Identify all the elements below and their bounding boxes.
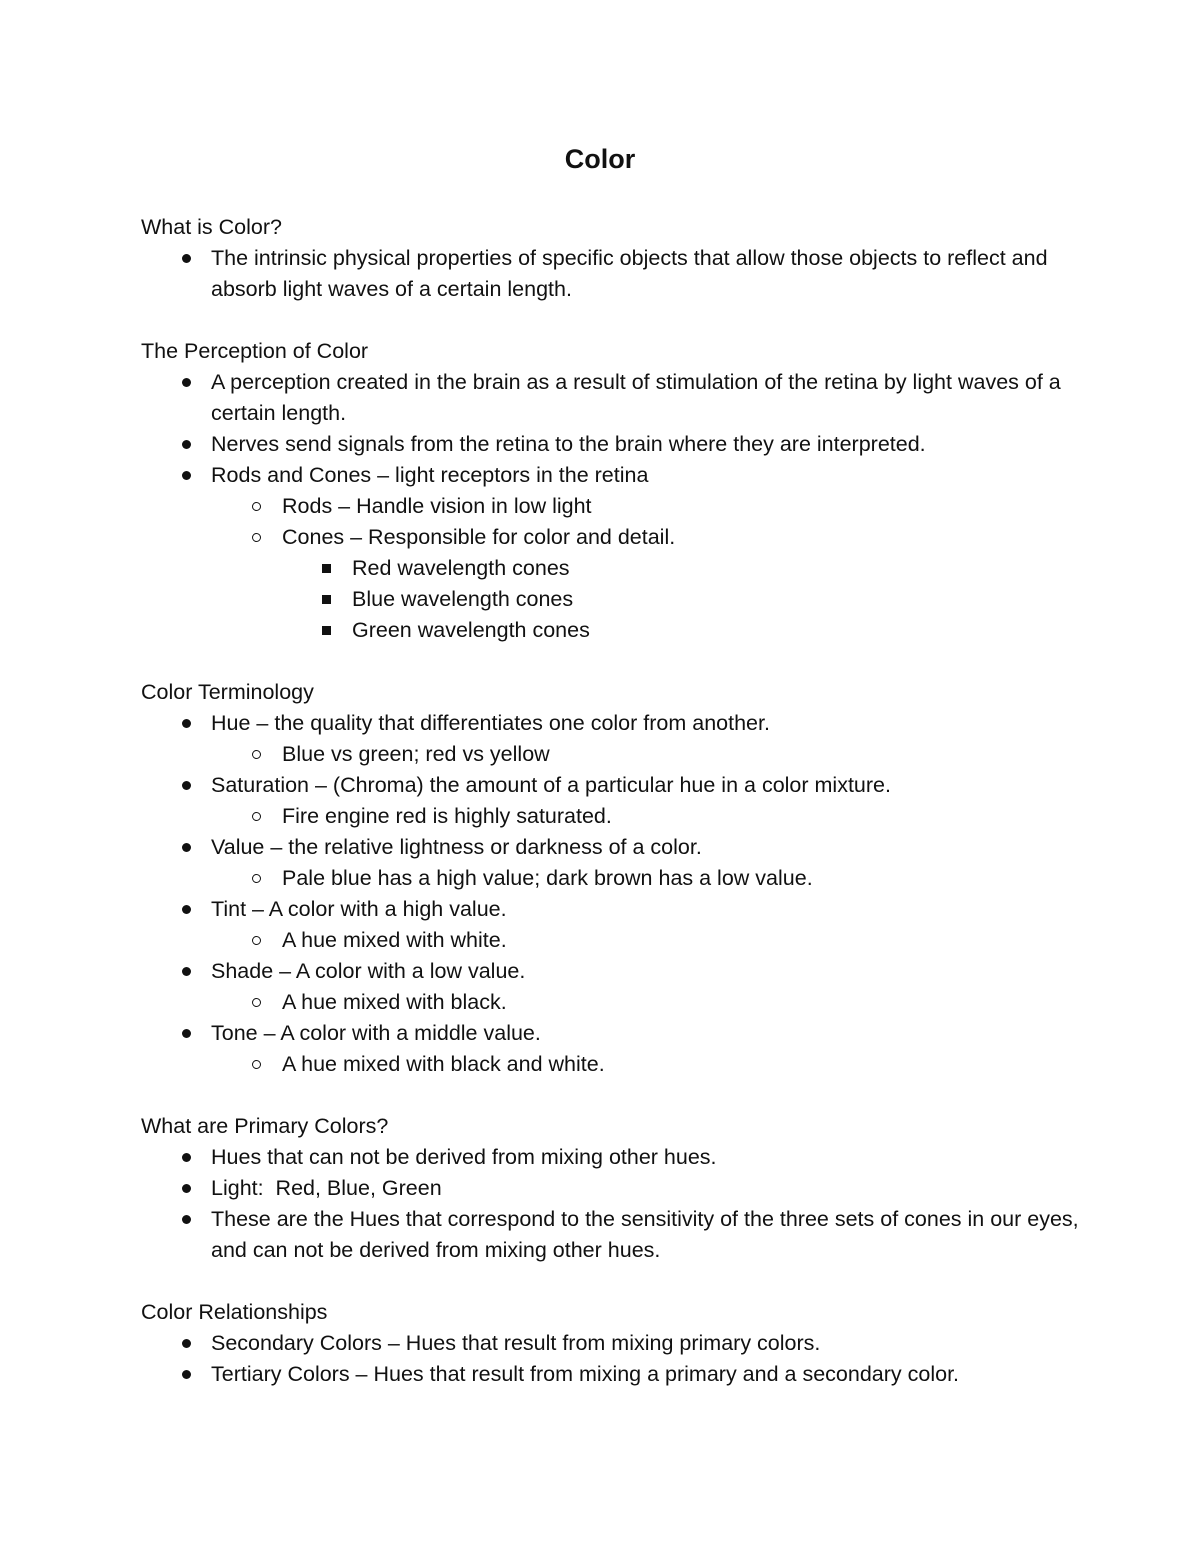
hollow-circle-bullet-icon: [249, 739, 263, 770]
list-item: [141, 832, 1081, 863]
section-heading: Color Relationships: [141, 1300, 328, 1324]
filled-circle-bullet-icon: [179, 956, 193, 987]
list-item-text: Tertiary Colors – Hues that result from mixing a primary and a secondary color.: [211, 1362, 960, 1386]
section-perception-of-color: [141, 336, 1081, 646]
list-item-text: Shade – A color with a low value.: [211, 959, 526, 983]
filled-circle-bullet-icon: [179, 832, 193, 863]
list-item: [141, 770, 1081, 801]
section-primary-colors: [141, 1111, 1081, 1266]
list-item-text: Saturation – (Chroma) the amount of a particular hue in a color mixture.: [211, 773, 891, 797]
list-item-text: Blue vs green; red vs yellow: [282, 742, 550, 766]
hollow-circle-bullet-icon: [249, 863, 263, 894]
list-item: [141, 243, 1081, 305]
list-item-text: Hues that can not be derived from mixing other hues.: [211, 1145, 717, 1169]
list-item: [141, 925, 1081, 956]
square-bullet-icon: [319, 615, 333, 646]
list-item-text: Tone – A color with a middle value.: [211, 1021, 541, 1045]
list-item: [141, 1359, 1081, 1390]
hollow-circle-bullet-icon: [249, 522, 263, 553]
filled-circle-bullet-icon: [179, 770, 193, 801]
hollow-circle-bullet-icon: [249, 801, 263, 832]
list-item-text: The intrinsic physical properties of specific objects that allow those objects to reflect and absorb light waves of a certain length.: [211, 246, 1048, 301]
list-item-text: A perception created in the brain as a result of stimulation of the retina by light waves of a certain length.: [211, 370, 1061, 425]
list-item-text: Light: Red, Blue, Green: [211, 1176, 442, 1200]
filled-circle-bullet-icon: [179, 1204, 193, 1235]
page-title: Color: [564, 144, 636, 174]
filled-circle-bullet-icon: [179, 1328, 193, 1359]
list-item: [141, 956, 1081, 987]
list-item: [141, 801, 1081, 832]
filled-circle-bullet-icon: [179, 708, 193, 739]
list-item: [141, 1204, 1081, 1266]
section-heading: What is Color?: [141, 215, 282, 239]
filled-circle-bullet-icon: [179, 243, 193, 274]
list-item: [141, 460, 1081, 491]
list-item-text: These are the Hues that correspond to the sensitivity of the three sets of cones in our eyes, and can not be derived from mixing other hues.: [211, 1207, 1079, 1262]
section-color-relationships: [141, 1297, 1081, 1390]
list-item-text: Cones – Responsible for color and detail.: [282, 525, 676, 549]
list-item-text: Fire engine red is highly saturated.: [282, 804, 612, 828]
filled-circle-bullet-icon: [179, 1142, 193, 1173]
list-item-text: Value – the relative lightness or darkness of a color.: [211, 835, 702, 859]
filled-circle-bullet-icon: [179, 367, 193, 398]
section-heading: What are Primary Colors?: [141, 1114, 389, 1138]
list-item-text: A hue mixed with black and white.: [282, 1052, 605, 1076]
list-item-text: Blue wavelength cones: [352, 587, 574, 611]
list-item: [141, 863, 1081, 894]
hollow-circle-bullet-icon: [249, 491, 263, 522]
list-item-text: Nerves send signals from the retina to the brain where they are interpreted.: [211, 432, 926, 456]
hollow-circle-bullet-icon: [249, 925, 263, 956]
list-item: [141, 708, 1081, 739]
list-item-text: Hue – the quality that differentiates one color from another.: [211, 711, 770, 735]
list-item: [141, 1018, 1081, 1049]
list-item-text: Pale blue has a high value; dark brown has a low value.: [282, 866, 813, 890]
filled-circle-bullet-icon: [179, 1359, 193, 1390]
section-heading: Color Terminology: [141, 680, 314, 704]
list-item-text: Tint – A color with a high value.: [211, 897, 507, 921]
list-item: [141, 987, 1081, 1018]
list-item-text: Green wavelength cones: [352, 618, 590, 642]
list-item: [141, 739, 1081, 770]
list-item-text: Red wavelength cones: [352, 556, 570, 580]
list-item: [141, 894, 1081, 925]
document-body: [141, 212, 1081, 1390]
list-item: [141, 1142, 1081, 1173]
list-item-text: A hue mixed with white.: [282, 928, 507, 952]
list-item: [141, 491, 1081, 522]
list-item: [141, 522, 1081, 553]
filled-circle-bullet-icon: [179, 1018, 193, 1049]
list-item: [141, 1049, 1081, 1080]
hollow-circle-bullet-icon: [249, 1049, 263, 1080]
list-item: [141, 1173, 1081, 1204]
list-item: [141, 615, 1081, 646]
list-item-text: Rods and Cones – light receptors in the retina: [211, 463, 649, 487]
list-item: [141, 1328, 1081, 1359]
list-item: [141, 553, 1081, 584]
filled-circle-bullet-icon: [179, 1173, 193, 1204]
list-item-text: Secondary Colors – Hues that result from mixing primary colors.: [211, 1331, 821, 1355]
filled-circle-bullet-icon: [179, 429, 193, 460]
section-heading: The Perception of Color: [141, 339, 369, 363]
list-item-text: A hue mixed with black.: [282, 990, 507, 1014]
filled-circle-bullet-icon: [179, 460, 193, 491]
square-bullet-icon: [319, 553, 333, 584]
list-item: [141, 367, 1081, 429]
section-color-terminology: [141, 677, 1081, 1080]
list-item: [141, 584, 1081, 615]
section-what-is-color: [141, 212, 1081, 305]
square-bullet-icon: [319, 584, 333, 615]
list-item: [141, 429, 1081, 460]
list-item-text: Rods – Handle vision in low light: [282, 494, 592, 518]
filled-circle-bullet-icon: [179, 894, 193, 925]
hollow-circle-bullet-icon: [249, 987, 263, 1018]
